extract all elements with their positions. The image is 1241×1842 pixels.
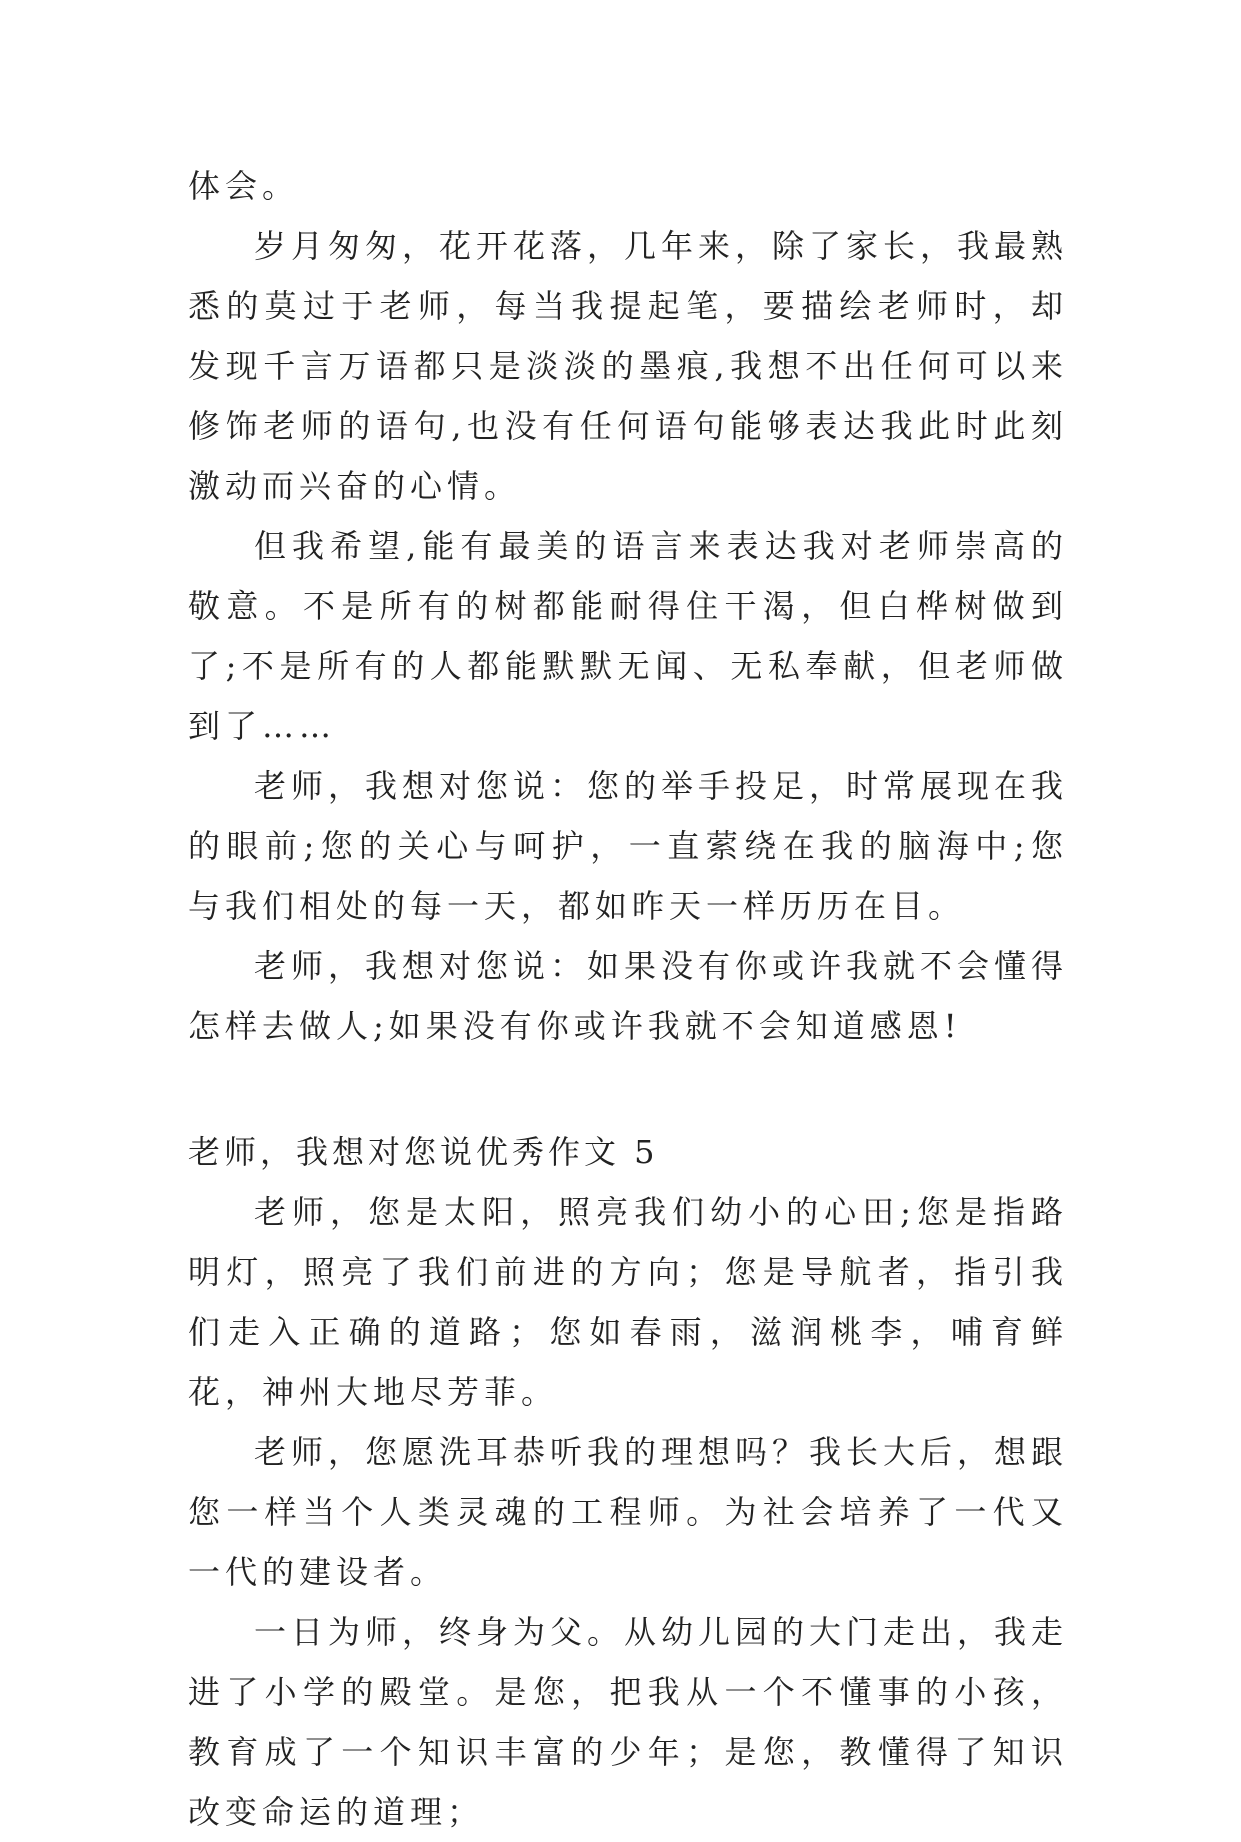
paragraph-continuation: 体会。: [188, 167, 300, 205]
paragraph: 老师，我想对您说：您的举手投足，时常展现在我的眼前;您的关心与呵护，一直萦绕在我的脑海中;您与我们相处的每一天，都如昨天一样历历在目。: [188, 767, 1069, 925]
paragraph: 但我希望,能有最美的语言来表达我对老师崇高的敬意。不是所有的树都能耐得住干渴，但白桦树做到了;不是所有的人都能默默无闻、无私奉献，但老师做到了……: [188, 527, 1068, 745]
document-body: [188, 156, 1068, 1842]
paragraph: 老师，您愿洗耳恭听我的理想吗？我长大后，想跟您一样当个人类灵魂的工程师。为社会培养了一代又一代的建设者。: [188, 1433, 1069, 1591]
section-title: 老师，我想对您说优秀作文 5: [188, 1133, 659, 1171]
paragraph: 岁月匆匆，花开花落，几年来，除了家长，我最熟悉的莫过于老师，每当我提起笔，要描绘老师时，却发现千言万语都只是淡淡的墨痕,我想不出任何可以来修饰老师的语句,也没有任何语句能够表达我此时此刻激动而兴奋的心情。: [188, 227, 1069, 505]
paragraph: 老师，我想对您说：如果没有你或许我就不会懂得怎样去做人;如果没有你或许我就不会知道感恩!: [188, 947, 1069, 1045]
paragraph: 一日为师，终身为父。从幼儿园的大门走出，我走进了小学的殿堂。是您，把我从一个不懂事的小孩，教育成了一个知识丰富的少年；是您，教懂得了知识改变命运的道理；: [188, 1613, 1069, 1831]
paragraph: 老师，您是太阳，照亮我们幼小的心田;您是指路明灯，照亮了我们前进的方向；您是导航者，指引我们走入正确的道路；您如春雨，滋润桃李，哺育鲜花，神州大地尽芳菲。: [188, 1193, 1068, 1411]
